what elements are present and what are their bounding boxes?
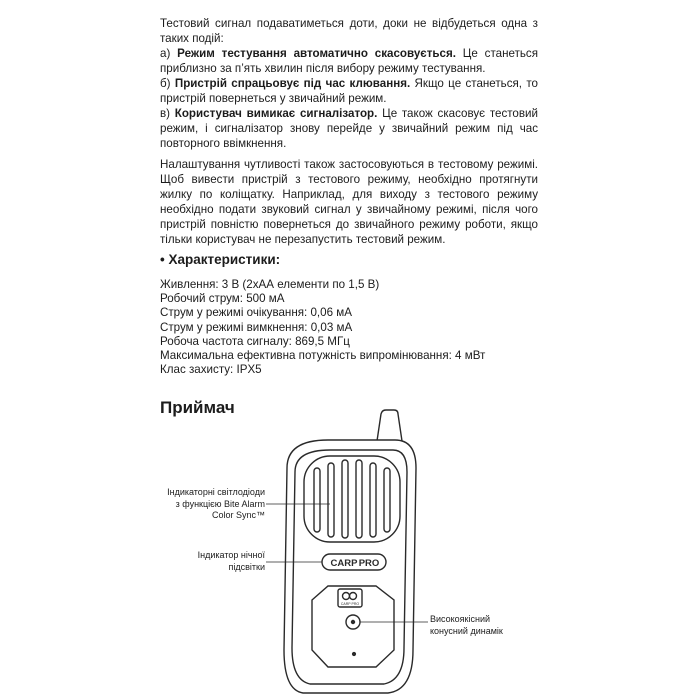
spec-item: Максимальна ефективна потужність випромінювання: 4 мВт [160,349,486,363]
callout-night-light: Індикатор нічної підсвітки [197,550,265,572]
spec-item: Робочий струм: 500 мА [160,292,285,306]
brand-text-b: PRO [358,558,380,569]
receiver-heading: Приймач [160,398,235,417]
item-c-bold: Користувач вимикає сигналізатор. [174,107,378,120]
callout-leds: Індикаторні світлодіоди з функцією Bite Alarm Color Sync™ [167,487,265,520]
intro-lead: Тестовий сигнал подаватиметься доти, доки не відбудеться одна з таких подій: [160,17,538,45]
night-light-indicator [353,653,356,656]
callout-speaker: Високоякісний конусний динамік [430,614,503,636]
spec-item: Робоча частота сигналу: 869,5 МГц [160,334,350,348]
item-c-text: Це також скасовує тестовий режим, і сигналізатор знову перейде у звичайний режим під час повторного ввімкнення. [160,107,538,150]
small-logo-text: CARP PRO [340,602,360,606]
specs-heading: • Характеристики: [160,252,281,267]
antenna [377,410,402,441]
item-b-text: Якщо це станеться, то пристрій повернеться у звичайний режим. [160,77,538,105]
item-a-bold: Режим тестування автоматично скасовується. [177,47,456,60]
speaker-dot [352,621,355,624]
test-signal-paragraph: Тестовий сигнал подаватиметься доти, доки не відбудеться одна з таких подій: а) Режим тестування автоматично скасовується. Це станеться приблизно за п’ять хвилин після вибору режиму тестування. б) Пристрій спрацьовує під час клювання. Якщо це станеться, то пристрій повернеться у звичайний режим. в) Користувач вимикає сигналізатор. Це також скасовує тестовий режим, і сигналізатор знову перейде у звичайний режим під час повторного ввімкнення. [160,17,538,150]
spec-item: Струм у режимі очікування: 0,06 мА [160,306,352,320]
spec-item: Клас захисту: IPX5 [160,363,262,377]
item-b-bold: Пристрій спрацьовує під час клювання. [174,77,411,90]
spec-item: Живлення: 3 В (2хАА елементи по 1,5 В) [160,278,380,291]
sensitivity-paragraph: Налаштування чутливості також застосовуються в тестовому режимі. Щоб вивести пристрій з тестового режиму, необхідно протягнути жилку по коліщатку. Наприклад, для виходу з тестового режиму необхідно подати звуковий сигнал у звичайному режимі, після чого пристрій повністю повернеться до звичайного режиму роботи, якщо тільки користувач не перезапустить тестовий режим. [160,158,538,246]
brand-text-a: CARP [330,558,358,569]
spec-item: Струм у режимі вимкнення: 0,03 мА [160,320,353,334]
item-a-text: Це станеться приблизно за п’ять хвилин після вибору режиму тестування. [160,47,538,75]
